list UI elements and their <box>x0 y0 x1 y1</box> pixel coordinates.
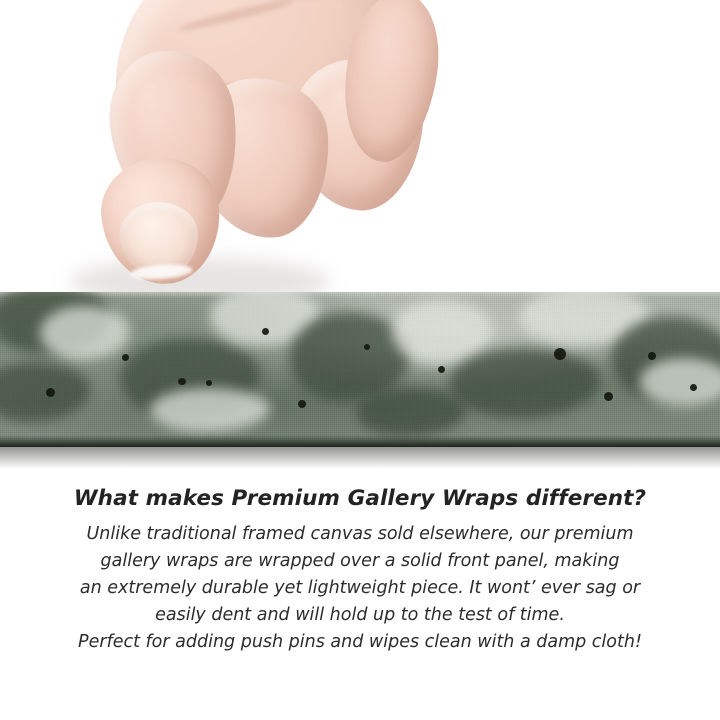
canvas-speck <box>122 354 129 361</box>
canvas-speck <box>364 344 370 350</box>
canvas-texture-splotch <box>640 358 720 406</box>
caption-line: Unlike traditional framed canvas sold elsewhere, our premium <box>86 524 634 544</box>
canvas-speck <box>690 384 697 391</box>
canvas-speck <box>604 392 613 401</box>
caption-line: easily dent and will hold up to the test of time. <box>155 605 565 625</box>
canvas-speck <box>298 400 306 408</box>
caption-line: an extremely durable yet lightweight piece. It wont’ ever sag or <box>79 578 641 598</box>
canvas-speck <box>554 348 566 360</box>
canvas-speck <box>46 388 55 397</box>
canvas-speck <box>438 366 445 373</box>
hand-pressing-canvas <box>96 0 426 292</box>
canvas-bottom-edge <box>0 435 720 447</box>
canvas-texture-splotch <box>450 348 600 418</box>
canvas-texture-splotch <box>40 306 130 360</box>
canvas-texture-splotch <box>356 388 466 436</box>
canvas-speck <box>206 380 212 386</box>
canvas-drop-shadow <box>0 447 720 469</box>
gallery-wrap-canvas-edge <box>0 292 720 447</box>
canvas-speck <box>178 378 186 385</box>
canvas-speck <box>648 352 656 360</box>
caption-block <box>0 486 720 656</box>
hand-photo-area <box>0 0 720 292</box>
knuckle-crease-icon <box>177 0 296 34</box>
canvas-texture-splotch <box>0 362 90 422</box>
canvas-speck <box>262 328 269 335</box>
canvas-texture-splotch <box>150 388 270 432</box>
caption-line: Perfect for adding push pins and wipes clean with a damp cloth! <box>78 632 642 652</box>
caption-line: gallery wraps are wrapped over a solid front panel, making <box>100 551 620 571</box>
caption-title: What makes Premium Gallery Wraps different? <box>73 486 647 511</box>
